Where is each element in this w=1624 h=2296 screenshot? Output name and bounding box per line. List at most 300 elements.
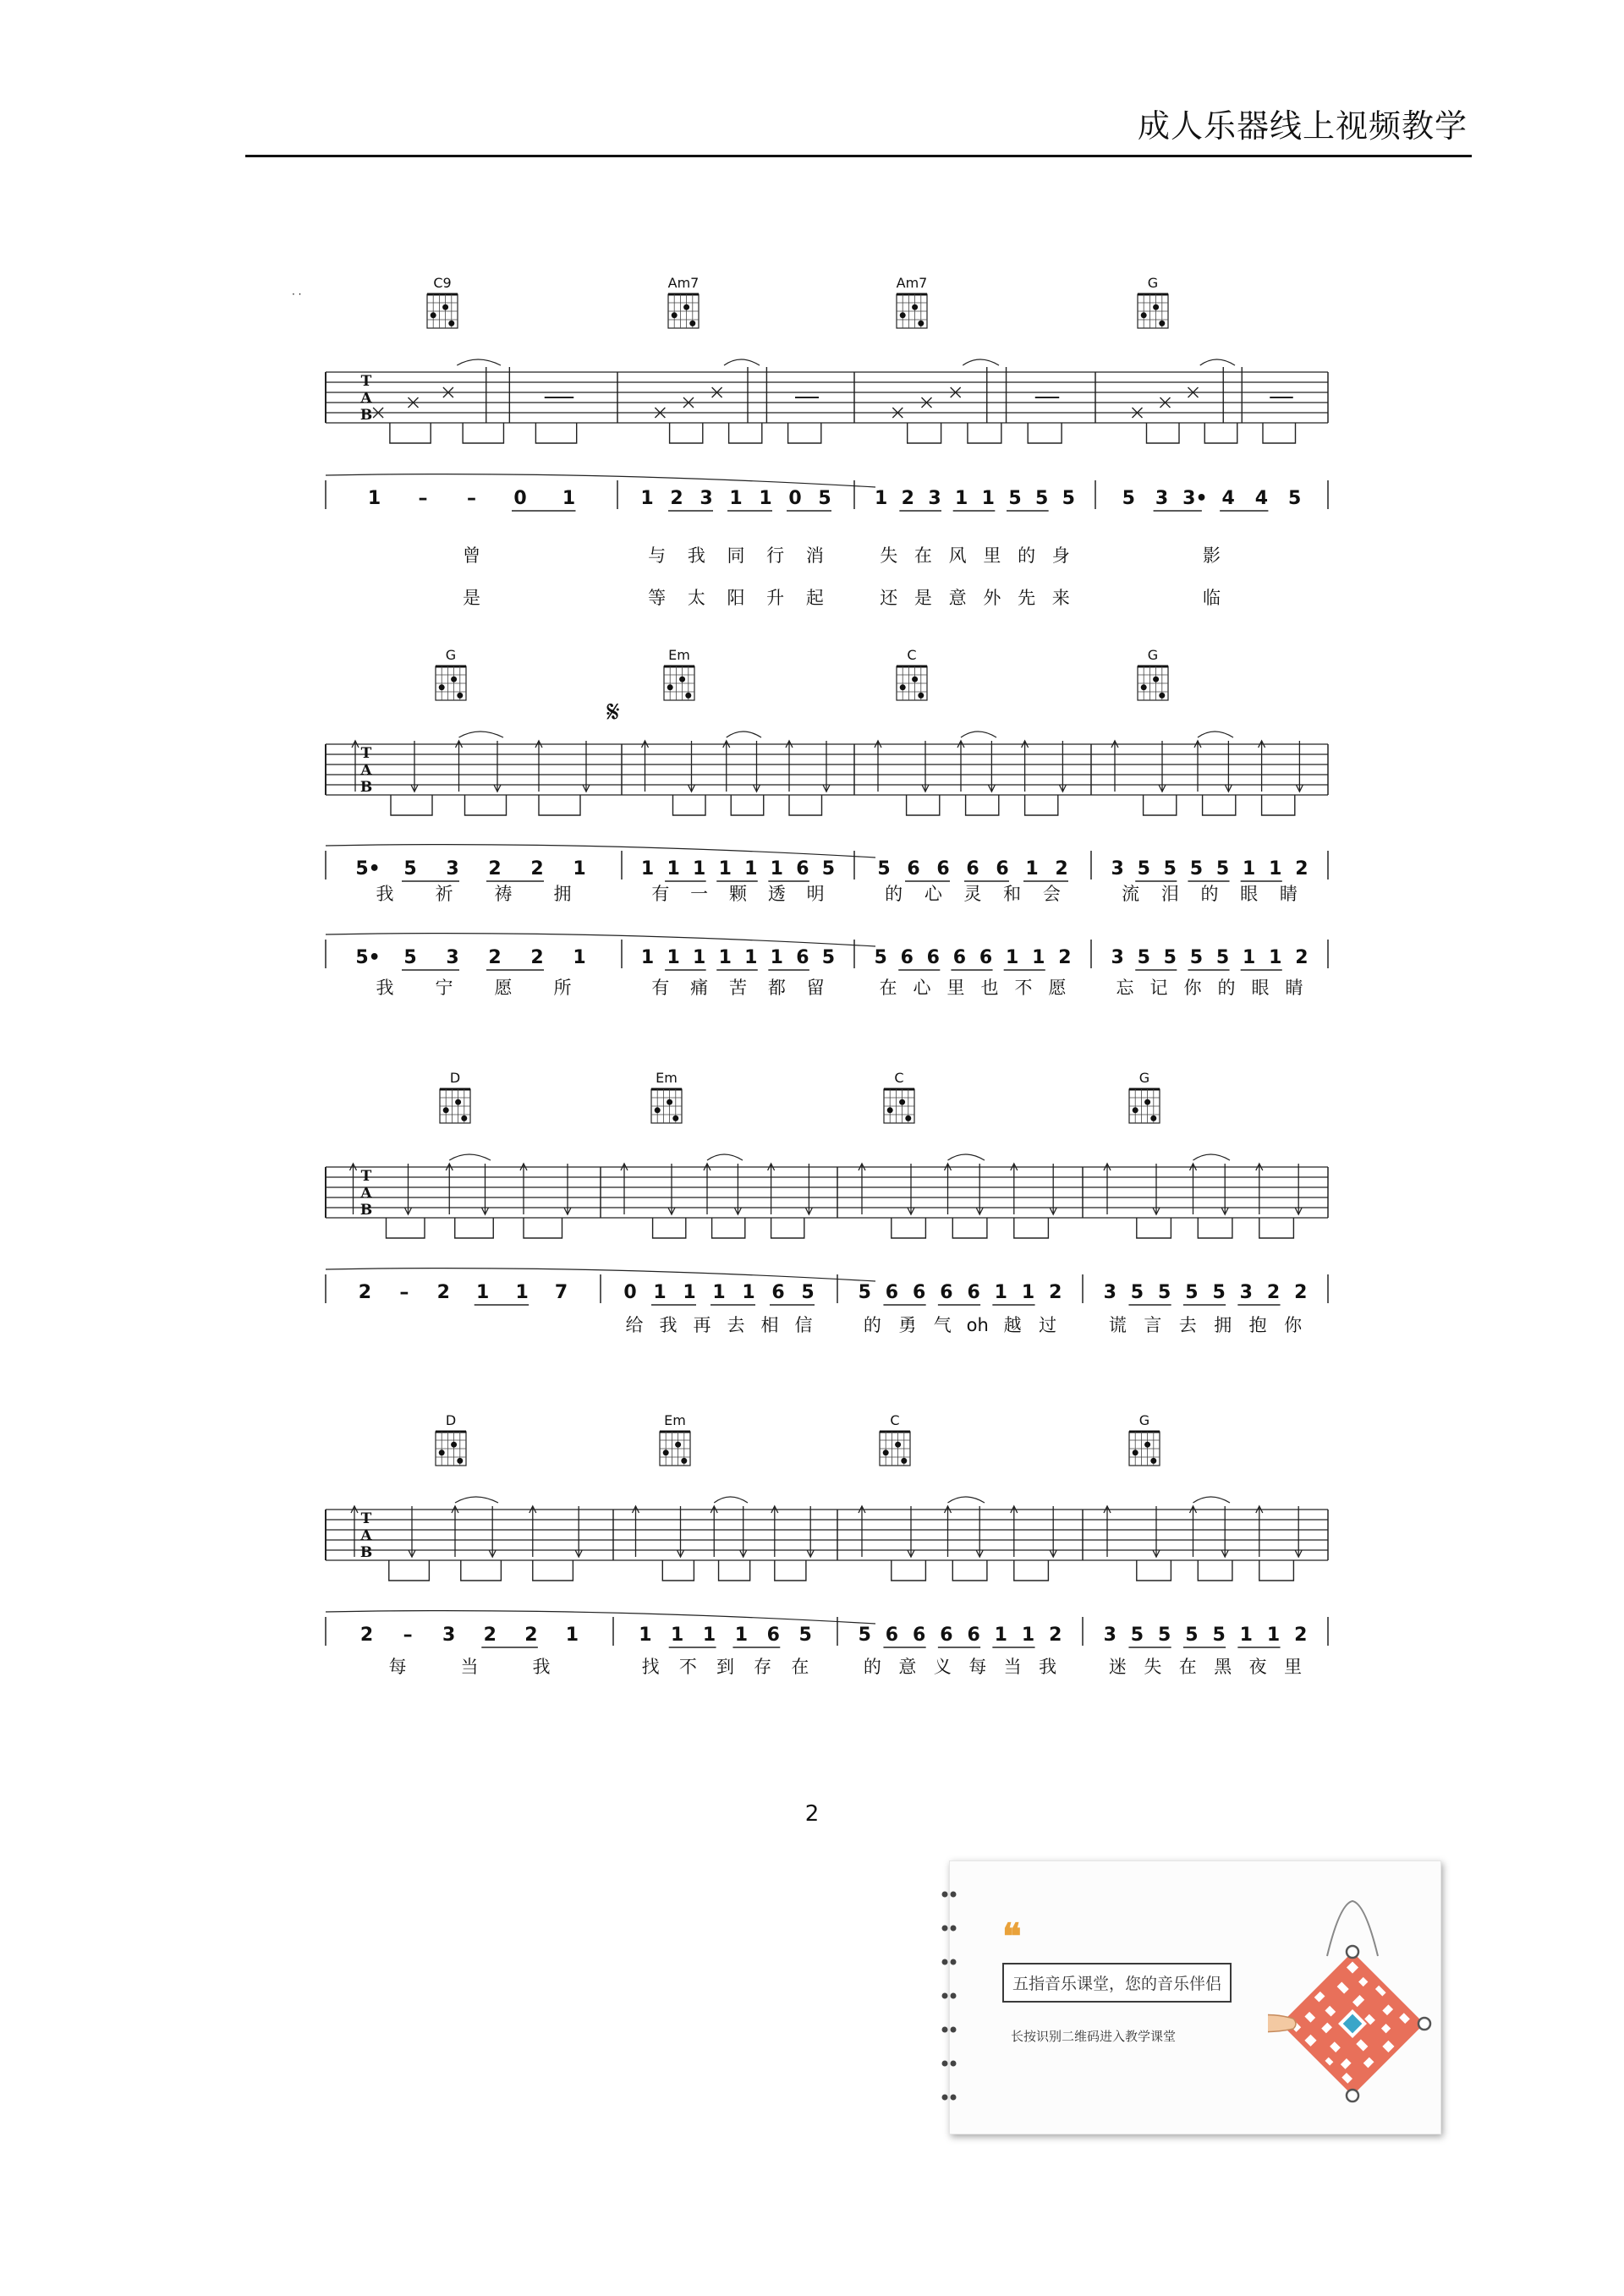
lyric-char: 记 [1149,978,1168,998]
chord-finger-dot [918,321,924,326]
lyric-char: 当 [460,1657,479,1677]
tie-arc [1193,1497,1231,1503]
lyric-char: 每 [388,1657,407,1677]
chord-finger-dot [1159,693,1165,699]
tab-clef-letter: A [360,762,372,779]
jianpu-note: 1 [955,488,968,509]
jianpu-note: 1 [1266,1625,1281,1646]
rhythm-beam [719,1560,750,1581]
jianpu-note: 5 [1130,1625,1144,1646]
lyric-char: 抱 [1248,1315,1267,1335]
jianpu-note: 0 [788,488,802,509]
chord-finger-dot [1153,677,1159,682]
jianpu-note: 5 [1163,858,1177,879]
jianpu-note: 1 [562,488,576,509]
jianpu-note: 5 [1212,1282,1226,1303]
jianpu-note: 2 [1055,858,1068,879]
jianpu-note: 5 [858,1625,871,1646]
chord-finger-dot [887,1107,893,1113]
rhythm-beam [539,795,580,815]
jianpu-note: 1 [744,947,758,968]
chord-name: G [1147,275,1159,291]
chord-finger-dot [901,1458,907,1464]
lyric-char: 所 [553,978,572,998]
tie-arc [714,1497,748,1503]
tab-clef-letter: T [360,1510,372,1527]
chord-finger-dot [457,1458,463,1464]
jianpu-note: 5 [1062,488,1075,509]
lyric-char: 眼 [1240,884,1259,904]
jianpu-note: 2 [1295,947,1309,968]
jianpu-note: 6 [796,858,809,879]
tab-clef-letter: T [360,373,372,390]
rhythm-beam [788,423,821,443]
chord-finger-dot [667,1099,672,1105]
jianpu-note: 3 [928,488,941,509]
rhythm-beam [1262,795,1295,815]
jianpu-note: 3• [1182,488,1208,509]
lyric-char: 我 [1039,1657,1057,1677]
jianpu-note: 5 [1137,947,1150,968]
lyric-char: 风 [948,545,967,566]
chord-finger-dot [1150,1458,1156,1464]
lyric-char: 颗 [729,884,747,904]
jianpu-note: 1 [667,947,680,968]
jianpu-note: 1 [729,488,743,509]
chord-finger-dot [461,1115,467,1121]
jianpu-note: 1 [1006,947,1019,968]
card-hint: 长按识别二维码进入教学课堂 [1011,2029,1177,2044]
lyric-char: 还 [880,588,898,608]
jianpu-note: 5 [1288,488,1302,509]
lyric-char: 找 [641,1657,660,1677]
chord-finger-dot [681,1458,687,1464]
jianpu-note: 5 [1185,1282,1199,1303]
jianpu-note: 3 [442,1625,456,1646]
jianpu-note: 5 [1189,947,1204,968]
lyric-char: 我 [376,978,394,998]
lyric-char: 拥 [553,884,572,904]
lyric-char: 不 [1014,978,1033,998]
rhythm-beam [1198,1218,1232,1238]
jianpu-note: 1 [683,1282,696,1303]
rhythm-beam [952,1560,987,1581]
lyric-char: 心 [913,978,931,998]
tie-arc [449,1154,491,1160]
rhythm-beam [1259,1560,1294,1581]
jianpu-note: 2 [359,1625,374,1646]
jianpu-note: 0 [623,1282,637,1303]
jianpu-note: 5 [1189,858,1204,879]
binder-ring-icon [940,1958,958,1966]
lyric-char: 越 [1003,1315,1022,1335]
jianpu-note: 6 [952,947,967,968]
jianpu-note: – [418,488,428,509]
chord-name: G [445,647,457,663]
binder-ring-icon [940,1924,958,1932]
rhythm-beam [670,423,703,443]
lyric-char: 愿 [494,978,513,998]
corner-mark: · · [292,288,302,300]
chord-name: Em [668,647,690,663]
jianpu-note: 5 [1158,1625,1171,1646]
lyric-char: 去 [727,1315,745,1335]
jianpu-note: 5 [1137,858,1150,879]
jianpu-note: 2 [1266,1282,1281,1303]
rhythm-beam [1137,1560,1171,1581]
chord-name: C9 [433,275,452,291]
rhythm-beam [1137,1218,1171,1238]
tie-arc [724,359,760,365]
jianpu-note: 1 [718,858,732,879]
chord-finger-dot [689,321,695,326]
jianpu-note: 5 [1163,947,1177,968]
jianpu-note: 1 [712,1282,726,1303]
lyric-char: 的 [1217,978,1236,998]
rhythm-beam [465,795,507,815]
lyric-char: 眼 [1251,978,1270,998]
lyric-char: 在 [1178,1657,1197,1677]
qr-code[interactable] [1268,1897,1437,2117]
rhythm-beam [673,795,706,815]
phrase-curve [326,845,875,858]
jianpu-note: 1 [994,1625,1007,1646]
promo-card[interactable] [949,1860,1441,2134]
jianpu-note: 6 [936,858,950,879]
jianpu-note: 3 [446,858,459,879]
lyric-char: 当 [1003,1657,1022,1677]
jianpu-note: 1 [1021,1282,1035,1303]
lyric-char: 透 [767,884,786,904]
jianpu-note: 5• [355,858,381,879]
jianpu-note: 1 [759,488,772,509]
lyric-char: 我 [687,545,705,566]
binder-ring-icon [940,2093,958,2101]
binder-ring-icon [940,2059,958,2068]
jianpu-note: 6 [967,1625,980,1646]
jianpu-note: 2 [488,858,502,879]
lyric-char: 拥 [1214,1315,1232,1335]
rhythm-beam [389,1560,430,1581]
lyric-char: 相 [760,1315,779,1335]
jianpu-note: 3 [1103,1282,1116,1303]
rhythm-beam [653,1218,686,1238]
jianpu-note: 5 [874,947,887,968]
chord-name: Am7 [667,275,700,291]
chord-finger-dot [455,1099,461,1105]
lyric-char: 心 [924,884,942,904]
lyric-char: 起 [805,588,824,608]
jianpu-note: 1 [565,1625,579,1646]
jianpu-note: 5 [1185,1625,1199,1646]
lyric-char: 气 [933,1315,952,1335]
rhythm-beam [391,795,432,815]
rhythm-beam [1263,423,1296,443]
rhythm-beam [892,1218,926,1238]
lyric-char: 信 [794,1315,813,1335]
chord-finger-dot [679,677,685,682]
jianpu-note: 6 [885,1625,899,1646]
jianpu-note: 6 [926,947,940,968]
lyric-char: 会 [1042,884,1061,904]
jianpu-note: 5 [877,858,891,879]
jianpu-note: 2 [483,1625,497,1646]
jianpu-note: 1 [994,1282,1007,1303]
jianpu-note: 1 [875,488,888,509]
tab-clef-letter: A [360,1527,372,1544]
jianpu-note: 2 [1295,858,1309,879]
chord-finger-dot [1133,1449,1138,1455]
jianpu-note: 2 [358,1282,372,1303]
chord-finger-dot [899,1099,905,1105]
chord-finger-dot [442,304,448,310]
rhythm-beam [662,1560,694,1581]
lyric-char: 是 [463,588,480,608]
tie-arc [948,1497,985,1503]
chord-finger-dot [1141,684,1147,690]
jianpu-note: 6 [913,1282,926,1303]
jianpu-note: 1 [734,1625,749,1646]
rhythm-beam [712,1218,745,1238]
binder-ring-icon [940,2025,958,2034]
chord-finger-dot [431,312,436,318]
chord-finger-dot [1133,1107,1138,1113]
lyric-char: 夜 [1248,1657,1267,1677]
jianpu-note: 5 [1035,488,1049,509]
rhythm-beam [966,795,999,815]
lyric-char: 睛 [1279,884,1298,904]
chord-name: Am7 [896,275,928,291]
segno-icon: 𝄋 [606,695,620,730]
jianpu-note: 4 [1221,488,1235,509]
chord-finger-dot [443,1107,449,1113]
lyric-char: 祷 [494,884,513,904]
tab-clef-letter: B [359,1202,373,1219]
jianpu-note: 5 [821,858,836,879]
chord-finger-dot [895,1442,901,1448]
rhythm-beam [907,795,940,815]
lyric-char: 再 [693,1315,711,1335]
lyric-char: 你 [1284,1315,1303,1335]
jianpu-note: 1 [693,947,706,968]
lyric-char: 存 [754,1657,772,1677]
chord-finger-dot [685,693,691,699]
jianpu-note: 3 [700,488,713,509]
jianpu-note: 5 [1215,947,1230,968]
lyric-char: 每 [968,1657,987,1677]
jianpu-note: 3 [1239,1282,1253,1303]
page-number: 2 [804,1801,820,1827]
jianpu-note: 1 [671,1625,684,1646]
rhythm-beam [1014,1218,1049,1238]
binder-ring-icon [940,1890,958,1899]
lyric-char: 流 [1122,884,1140,904]
chord-finger-dot [918,693,924,699]
lyric-char: 黑 [1214,1657,1232,1677]
jianpu-note: – [467,488,476,509]
jianpu-note: 1 [981,488,995,509]
tie-arc [707,1154,743,1160]
lyric-char: 失 [1144,1657,1162,1677]
tie-arc [961,732,996,737]
jianpu-note: 5 [1215,858,1230,879]
chord-name: C [907,647,917,663]
lyric-char: 来 [1051,588,1070,608]
jianpu-note: 1 [667,858,680,879]
jianpu-note: 2 [524,1625,538,1646]
jianpu-note: 0 [513,488,527,509]
chord-finger-dot [672,312,678,318]
lyric-char: 义 [933,1657,952,1677]
jianpu-note: 3 [1155,488,1169,509]
jianpu-note: 1 [476,1282,490,1303]
jianpu-note: 6 [766,1625,780,1646]
jianpu-note: 5 [798,1625,812,1646]
jianpu-note: 2 [901,488,914,509]
lyric-char: 意 [898,1657,917,1677]
chord-finger-dot [1144,1442,1150,1448]
rhythm-beam [461,1560,502,1581]
lyric-char: 给 [625,1315,644,1335]
lyric-char: 临 [1203,588,1221,608]
lyric-char: 祈 [435,884,453,904]
lyric-char: 身 [1051,545,1070,566]
jianpu-note: 1 [1269,858,1282,879]
chord-finger-dot [912,304,918,310]
lyric-char: 是 [914,588,932,608]
chord-name: G [1138,1070,1150,1086]
jianpu-note: 1 [1269,947,1282,968]
jianpu-note: 6 [913,1625,926,1646]
rhythm-beam [731,795,764,815]
jianpu-note: 1 [573,858,586,879]
jianpu-note: 2 [670,488,683,509]
jianpu-note: 6 [796,947,809,968]
rhythm-beam [729,423,762,443]
lyric-char: 不 [678,1657,697,1677]
chord-finger-dot [655,1107,661,1113]
lyric-char: 愿 [1048,978,1067,998]
lyric-char: 我 [376,884,394,904]
jianpu-note: 6 [967,1282,980,1303]
lyric-char: 忘 [1116,978,1134,998]
lyric-char: 等 [648,588,667,608]
lyric-char: 里 [1284,1657,1303,1677]
lyric-char: 过 [1039,1315,1057,1335]
jianpu-note: – [399,1282,409,1303]
lyric-char: 有 [651,884,670,904]
rhythm-beam [390,423,431,443]
rhythm-beam [1147,423,1180,443]
chord-finger-dot [1159,321,1165,326]
lyric-char: 在 [879,978,897,998]
jianpu-note: 2 [530,858,544,879]
chord-name: D [449,1070,461,1086]
tie-arc [1198,732,1233,737]
lyric-char: 苦 [729,978,747,998]
lyric-char: 影 [1203,545,1221,566]
jianpu-note: 2 [1294,1282,1308,1303]
chord-name: D [445,1412,457,1428]
jianpu-note: 5• [355,947,381,968]
lyric-char: 的 [885,884,903,904]
jianpu-note: 1 [1243,947,1256,968]
rhythm-beam [1198,1560,1232,1581]
jianpu-note: 6 [907,858,920,879]
lyric-char: 也 [980,978,999,998]
tie-arc [948,1154,985,1160]
lyric-char: 迷 [1108,1657,1127,1677]
rhythm-beam [524,1218,562,1238]
lyric-char: 在 [791,1657,809,1677]
tie-arc [455,1497,498,1503]
lyric-char: 的 [863,1315,881,1335]
lyric-char: 里 [946,978,965,998]
tie-arc [727,732,761,737]
chord-finger-dot [1150,1115,1156,1121]
jianpu-note: 1 [770,858,783,879]
jianpu-note: 1 [515,1282,529,1303]
quote-mark-icon: ❝ [1002,1915,1022,1957]
jianpu-note: 5 [1008,488,1022,509]
lyric-char: 去 [1178,1315,1197,1335]
lyric-char: 到 [716,1657,734,1677]
jianpu-note: 3 [1103,1625,1116,1646]
rhythm-beam [455,1218,494,1238]
jianpu-note: 2 [1294,1625,1308,1646]
lyric-char: 的 [1200,884,1219,904]
jianpu-note: 1 [573,947,586,968]
lyric-char: 行 [766,545,785,566]
jianpu-note: 1 [702,1625,716,1646]
tie-arc [459,732,504,737]
chord-name: Em [656,1070,678,1086]
card-slogan: 五指音乐课堂，您的音乐伴侣 [1002,1963,1232,2003]
chord-finger-dot [900,684,906,690]
rhythm-beam [775,1560,806,1581]
phrase-curve [326,1611,875,1624]
lyric-char: 灵 [963,884,982,904]
lyric-char: 在 [914,545,932,566]
jianpu-note: 1 [1243,858,1256,879]
tie-arc [1200,359,1235,365]
tie-arc [457,359,501,365]
chord-name: C [894,1070,904,1086]
rhythm-beam [952,1218,987,1238]
jianpu-note: 5 [801,1282,815,1303]
chord-finger-dot [912,677,918,682]
tab-clef-letter: B [359,407,373,424]
lyric-char: 勇 [898,1315,917,1335]
jianpu-note: 5 [1212,1625,1226,1646]
chord-finger-dot [905,1115,911,1121]
jianpu-note: 2 [1049,1625,1062,1646]
lyric-char: 明 [806,884,825,904]
chord-finger-dot [451,1442,457,1448]
tie-arc [963,359,999,365]
rhythm-beam [1014,1560,1049,1581]
jianpu-note: 1 [1239,1625,1253,1646]
chord-finger-dot [1141,312,1147,318]
jianpu-note: 5 [821,947,836,968]
lyric-char: 阳 [727,588,745,608]
jianpu-note: 5 [858,1282,871,1303]
lyric-char: 都 [767,978,786,998]
jianpu-note: 5 [1158,1282,1171,1303]
jianpu-note: 3 [1111,858,1124,879]
jianpu-note: 1 [1021,1625,1035,1646]
chord-finger-dot [1153,304,1159,310]
